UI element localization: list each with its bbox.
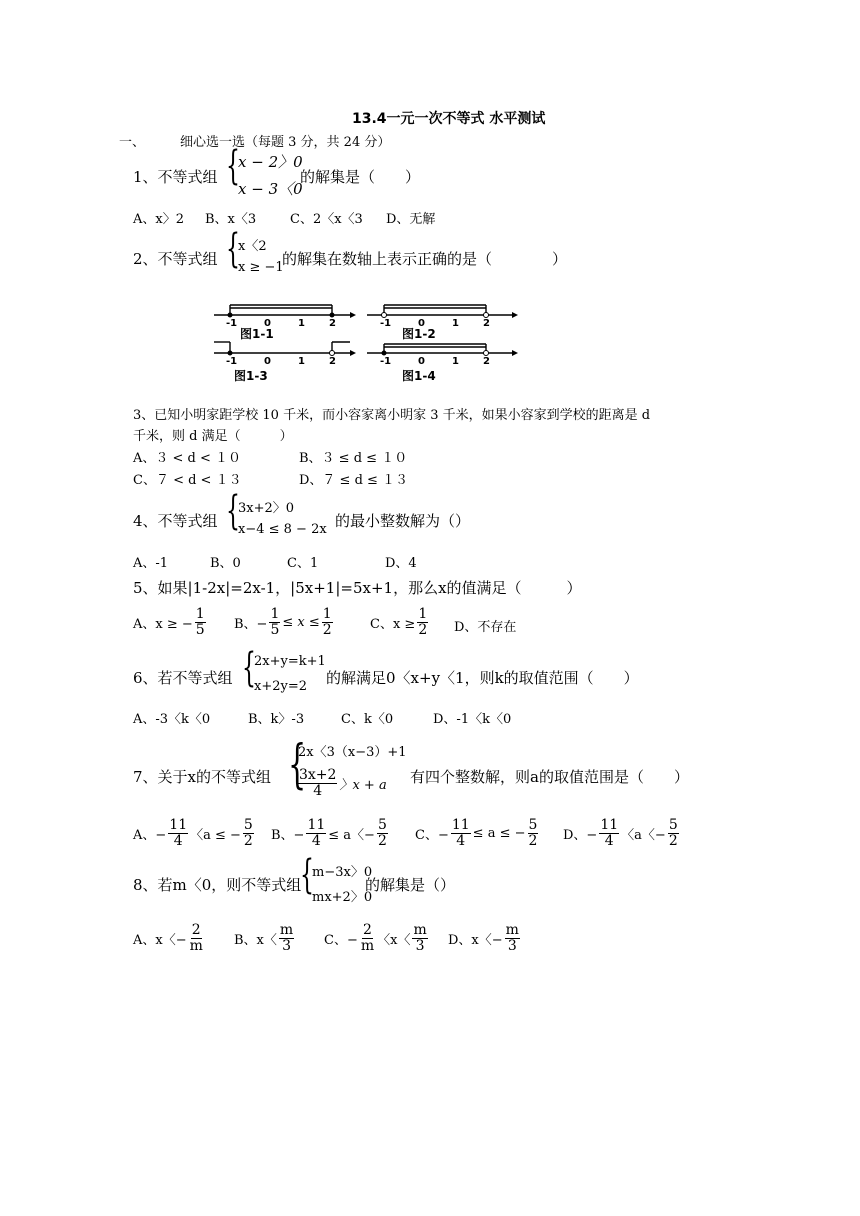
q7-line1: 2x〈3（x−3）+1 bbox=[298, 745, 407, 760]
q6-line1: 2x+y=k+1 bbox=[254, 654, 326, 669]
q4-option-d: D、4 bbox=[385, 556, 417, 571]
q2-prefix: 2、不等式组 bbox=[133, 250, 218, 268]
q6-option-c: C、k〈0 bbox=[341, 712, 394, 727]
q7-prefix: 7、关于x的不等式组 bbox=[133, 768, 272, 786]
q8-option-d: D、x〈− $\frac{m}{3}$ bbox=[448, 922, 519, 954]
q8-suffix: 的解集是（） bbox=[365, 876, 456, 894]
q8-line2: mx+2〉0 bbox=[312, 890, 373, 905]
section-number: 一、 bbox=[119, 135, 146, 150]
q4-option-a: A、-1 bbox=[133, 556, 169, 571]
fig3-tick-0: 0 bbox=[264, 356, 271, 367]
q3-option-a: A、３ < d < １０ bbox=[133, 451, 242, 466]
q1-line1: x − 2〉0 bbox=[238, 153, 303, 171]
q6-option-d: D、-1〈k〈0 bbox=[433, 712, 512, 727]
q2-line1: x〈2 bbox=[238, 239, 267, 254]
q3-line2: 千米，则 d 满足（ ） bbox=[133, 429, 293, 444]
q7-option-a: A、− $\frac{11}{4}$ 〈a ≤ − $\frac{5}{2}$ bbox=[133, 817, 253, 849]
fig3-tick-1: 1 bbox=[298, 356, 305, 367]
q1-option-a: A、x〉2 bbox=[133, 212, 184, 227]
fig3-tick-neg1: -1 bbox=[226, 356, 238, 367]
q8-option-a: A、x〈− $\frac{2}{m}$ bbox=[133, 922, 203, 954]
q5-text: 5、如果|1-2x|=2x-1，|5x+1|=5x+1，那么x的值满足（ ） bbox=[133, 579, 582, 597]
fig-label-1-2: 图1-2 bbox=[402, 327, 436, 341]
q7-brace: { bbox=[288, 735, 307, 795]
page-title: 13.4一元一次不等式 水平测试 bbox=[352, 111, 546, 127]
fig1-tick-2: 2 bbox=[329, 318, 336, 329]
q7-option-b: B、− $\frac{11}{4}$ ≤ a〈− $\frac{5}{2}$ bbox=[271, 817, 387, 849]
q8-option-b: B、x〈 $\frac{m}{3}$ bbox=[234, 922, 294, 954]
q1-option-c: C、2〈x〈3 bbox=[290, 212, 363, 227]
fig2-tick-neg1: -1 bbox=[380, 318, 392, 329]
q7-line2: $\frac{3x+2}{4}$ 〉x + a bbox=[299, 767, 387, 799]
q2-suffix: 的解集在数轴上表示正确的是（ ） bbox=[282, 250, 568, 268]
q1-brace: { bbox=[226, 143, 240, 189]
fig4-tick-2: 2 bbox=[483, 356, 490, 367]
q1-suffix: 的解集是（ ） bbox=[300, 168, 421, 186]
q4-brace: { bbox=[226, 488, 240, 534]
q4-option-c: C、1 bbox=[287, 556, 319, 571]
fig1-tick-0: 0 bbox=[264, 318, 271, 329]
q2-line2: x ≥ −1 bbox=[238, 260, 284, 275]
fig4-tick-1: 1 bbox=[452, 356, 459, 367]
q8-prefix: 8、若m〈0，则不等式组 bbox=[133, 876, 302, 894]
q6-prefix: 6、若不等式组 bbox=[133, 669, 233, 687]
q1-prefix: 1、不等式组 bbox=[133, 168, 218, 186]
fig4-tick-neg1: -1 bbox=[380, 356, 392, 367]
q7-suffix: 有四个整数解，则a的取值范围是（ ） bbox=[410, 768, 689, 786]
q6-line2: x+2y=2 bbox=[254, 679, 308, 694]
q2-brace: { bbox=[226, 226, 240, 272]
q3-option-d: D、７ ≤ d ≤ １３ bbox=[299, 473, 409, 488]
q6-brace: { bbox=[242, 645, 256, 691]
q1-line2: x − 3〈0 bbox=[238, 180, 303, 198]
fig2-tick-1: 1 bbox=[452, 318, 459, 329]
q4-line1: 3x+2〉0 bbox=[238, 501, 295, 516]
fig-label-1-4: 图1-4 bbox=[402, 369, 436, 383]
q1-option-d: D、无解 bbox=[386, 212, 436, 227]
q8-option-c: C、− $\frac{2}{m}$ 〈x〈 $\frac{m}{3}$ bbox=[324, 922, 427, 954]
q3-line1: 3、已知小明家距学校 10 千米，而小容家离小明家 3 千米，如果小容家到学校的距离是 d bbox=[133, 408, 651, 423]
fig4-tick-0: 0 bbox=[418, 356, 425, 367]
fig1-tick-1: 1 bbox=[298, 318, 305, 329]
fig3-tick-2: 2 bbox=[329, 356, 336, 367]
q5-option-d: D、不存在 bbox=[454, 620, 517, 635]
fig2-tick-0: 0 bbox=[418, 318, 425, 329]
q8-line1: m−3x〉0 bbox=[312, 865, 373, 880]
q7-option-c: C、− $\frac{11}{4}$ ≤ a ≤ − $\frac{5}{2}$ bbox=[415, 817, 538, 849]
q6-suffix: 的解满足0〈x+y〈1，则k的取值范围（ ） bbox=[326, 669, 639, 687]
q5-option-b: B、− $\frac{1}{5}$ ≤ x ≤ $\frac{1}{2}$ bbox=[234, 606, 332, 638]
fig2-tick-2: 2 bbox=[483, 318, 490, 329]
fig-label-1-3: 图1-3 bbox=[234, 369, 268, 383]
q6-option-b: B、k〉-3 bbox=[248, 712, 305, 727]
fig1-tick-neg1: -1 bbox=[226, 318, 238, 329]
q4-suffix: 的最小整数解为（） bbox=[335, 512, 471, 530]
q4-option-b: B、0 bbox=[210, 556, 241, 571]
q1-option-b: B、x〈3 bbox=[205, 212, 257, 227]
q7-option-d: D、− $\frac{11}{4}$ 〈a〈− $\frac{5}{2}$ bbox=[563, 817, 678, 849]
number-line-figures bbox=[212, 300, 522, 385]
section-heading: 细心选一选（每题 3 分，共 24 分） bbox=[180, 135, 391, 150]
q8-brace: { bbox=[300, 852, 314, 898]
q5-option-c: C、x ≥ $\frac{1}{2}$ bbox=[370, 606, 428, 638]
q4-prefix: 4、不等式组 bbox=[133, 512, 218, 530]
fig-label-1-1: 图1-1 bbox=[240, 327, 274, 341]
q3-option-c: C、７ < d < １３ bbox=[133, 473, 242, 488]
q6-option-a: A、-3〈k〈0 bbox=[133, 712, 211, 727]
q4-line2: x−4 ≤ 8 − 2x bbox=[238, 522, 327, 537]
q5-option-a: A、x ≥ − $\frac{1}{5}$ bbox=[133, 606, 205, 638]
q3-option-b: B、３ ≤ d ≤ １０ bbox=[299, 451, 408, 466]
